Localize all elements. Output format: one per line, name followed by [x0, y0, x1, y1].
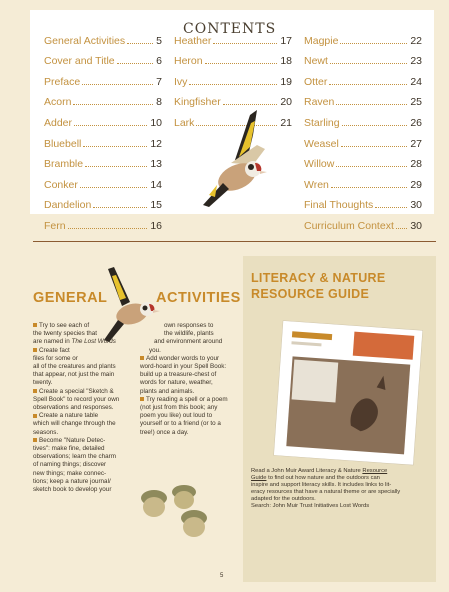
toc-leader-dots: [85, 166, 147, 167]
toc-entry-label: Conker: [44, 178, 78, 191]
contents-box: [30, 10, 434, 232]
toc-entry[interactable]: [304, 129, 422, 150]
toc-entry[interactable]: [174, 67, 292, 88]
toc-entry-label: Raven: [304, 96, 335, 109]
toc-entry-label: Curriculum Context: [304, 219, 394, 232]
toc-entry[interactable]: [304, 88, 422, 109]
toc-entry-page: 19: [280, 75, 292, 88]
toc-leader-dots: [375, 207, 407, 208]
toc-entry-label: Newt: [304, 55, 328, 68]
toc-leader-dots: [329, 84, 407, 85]
toc-leader-dots: [213, 43, 277, 44]
toc-entry-page: 15: [150, 199, 162, 212]
toc-entry-page: 6: [156, 55, 162, 68]
page-number: 5: [220, 573, 224, 579]
resource-guide-link[interactable]: Resource: [362, 468, 388, 474]
toc-entry-label: Magpie: [304, 34, 339, 47]
toc-entry-label: Otter: [304, 75, 328, 88]
toc-leader-dots: [117, 63, 154, 64]
general-activities-title-part2: ACTIVITIES: [156, 290, 241, 306]
toc-entry-page: 26: [410, 116, 422, 129]
toc-entry-label: Preface: [44, 75, 81, 88]
bullet-icon: [33, 414, 37, 418]
toc-entry-page: 27: [410, 137, 422, 150]
toc-entry-page: 30: [410, 219, 422, 232]
toc-leader-dots: [331, 187, 407, 188]
toc-column-1: [44, 26, 162, 232]
literacy-resource-panel: [243, 256, 436, 582]
toc-leader-dots: [68, 228, 148, 229]
toc-leader-dots: [73, 104, 153, 105]
toc-entry-label: Fern: [44, 219, 66, 232]
toc-entry-label: Starling: [304, 116, 340, 129]
toc-entry-page: 18: [280, 55, 292, 68]
toc-entry-label: Bramble: [44, 158, 84, 171]
toc-leader-dots: [189, 84, 277, 85]
toc-entry[interactable]: [44, 191, 162, 212]
general-activities-left-column: Try to see each of the twenty species that are named in The Lost Words Create fact files for some or all of the creatures and plants that appear, not just the main twenty. Create a special "Sketch & Spell Book" to record your own observations and responses. Create a nature table which will change through the seasons. Become "Nature Detec- tives": make fine, detailed observations; learn the charm of naming things; discover new things; make connec- tions; keep a nature journal/ sketch book to develop your: [33, 322, 120, 494]
toc-entry-label: Weasel: [304, 137, 339, 150]
toc-entry-page: 30: [410, 199, 422, 212]
toc-entry-page: 16: [150, 219, 162, 232]
toc-entry[interactable]: [304, 108, 422, 129]
toc-entry[interactable]: [44, 26, 162, 47]
toc-entry-page: 28: [410, 158, 422, 171]
toc-entry-label: Heron: [174, 55, 203, 68]
general-activities-right-column: own responses to the wildlife, plants and environment around you. Add wonder words to your word-hoard in your Spell Book: build up a treasure-chest of words for nature, weather, plants and animals. Try reading a spell or a poem (not just from this book; any poem you like) out loud to yourself or to a friend (or to a tree!) once a day.: [140, 322, 228, 436]
toc-entry-page: 23: [410, 55, 422, 68]
toc-entry-label: Adder: [44, 116, 73, 129]
toc-leader-dots: [340, 43, 407, 44]
toc-leader-dots: [330, 63, 407, 64]
toc-entry-page: 8: [156, 96, 162, 109]
toc-entry-label: Willow: [304, 158, 335, 171]
toc-entry-page: 12: [150, 137, 162, 150]
toc-entry[interactable]: [44, 47, 162, 68]
bullet-icon: [33, 438, 37, 442]
toc-entry-label: Kingfisher: [174, 96, 221, 109]
toc-entry[interactable]: [44, 129, 162, 150]
general-activities-title-part1: GENERAL: [33, 290, 108, 306]
literacy-resource-title: LITERACY & NATURE RESOURCE GUIDE: [251, 271, 386, 301]
toc-entry-page: 13: [150, 158, 162, 171]
toc-leader-dots: [336, 166, 407, 167]
toc-leader-dots: [205, 63, 278, 64]
section-divider: [33, 241, 436, 242]
toc-entry[interactable]: [44, 108, 162, 129]
toc-entry-label: General Activities: [44, 34, 126, 47]
toc-entry[interactable]: [304, 211, 422, 232]
toc-entry-label: Bluebell: [44, 137, 82, 150]
toc-leader-dots: [82, 84, 153, 85]
toc-entry-page: 21: [280, 116, 292, 129]
toc-entry[interactable]: [304, 170, 422, 191]
toc-leader-dots: [396, 228, 407, 229]
resource-guide-link-2[interactable]: Guide: [251, 475, 267, 481]
toc-entry-page: 17: [280, 34, 292, 47]
toc-leader-dots: [74, 125, 147, 126]
toc-entry[interactable]: [304, 26, 422, 47]
toc-entry-label: Dandelion: [44, 199, 92, 212]
bullet-icon: [33, 323, 37, 327]
toc-entry-label: Acorn: [44, 96, 72, 109]
toc-entry[interactable]: [44, 150, 162, 171]
toc-column-3: [304, 26, 422, 232]
toc-leader-dots: [93, 207, 147, 208]
toc-entry-page: 5: [156, 34, 162, 47]
toc-entry-page: 24: [410, 75, 422, 88]
toc-entry[interactable]: [44, 211, 162, 232]
goldfinch-illustration: [195, 105, 275, 215]
toc-entry[interactable]: [304, 150, 422, 171]
bullet-icon: [33, 389, 37, 393]
toc-leader-dots: [336, 104, 407, 105]
toc-entry[interactable]: [44, 67, 162, 88]
toc-entry-label: Lark: [174, 116, 195, 129]
toc-entry[interactable]: [174, 26, 292, 47]
toc-entry-label: Cover and Title: [44, 55, 115, 68]
resource-guide-thumbnail[interactable]: [258, 315, 433, 478]
toc-leader-dots: [341, 146, 407, 147]
toc-entry-page: 29: [410, 178, 422, 191]
toc-entry-label: Final Thoughts: [304, 199, 374, 212]
toc-entry-label: Heather: [174, 34, 212, 47]
toc-entry-page: 14: [150, 178, 162, 191]
toc-entry[interactable]: [44, 170, 162, 191]
toc-leader-dots: [127, 43, 153, 44]
toc-leader-dots: [80, 187, 147, 188]
acorns-illustration: [132, 476, 222, 542]
toc-entry-page: 22: [410, 34, 422, 47]
bullet-icon: [33, 348, 37, 352]
toc-entry-page: 10: [150, 116, 162, 129]
toc-entry-label: Wren: [304, 178, 329, 191]
literacy-resource-description: Read a John Muir Award Literacy & Nature Resource Guide to find out how nature and the outdoors can inspire and support literacy skills. It includes links to lit- eracy resources that have a natural theme or are specially adapted for the outdoors. Search: John Muir Trust Initiatives Lost Words: [251, 468, 401, 509]
contents-title: CONTENTS: [183, 21, 277, 37]
toc-entry-page: 25: [410, 96, 422, 109]
toc-leader-dots: [83, 146, 147, 147]
toc-entry[interactable]: [304, 47, 422, 68]
toc-entry-page: 20: [280, 96, 292, 109]
toc-entry-page: 7: [156, 75, 162, 88]
toc-entry[interactable]: [304, 67, 422, 88]
toc-entry[interactable]: [44, 88, 162, 109]
toc-entry[interactable]: [304, 191, 422, 212]
bullet-icon: [140, 397, 144, 401]
toc-leader-dots: [342, 125, 408, 126]
toc-entry[interactable]: [174, 47, 292, 68]
toc-entry-label: Ivy: [174, 75, 188, 88]
bullet-icon: [140, 356, 144, 360]
